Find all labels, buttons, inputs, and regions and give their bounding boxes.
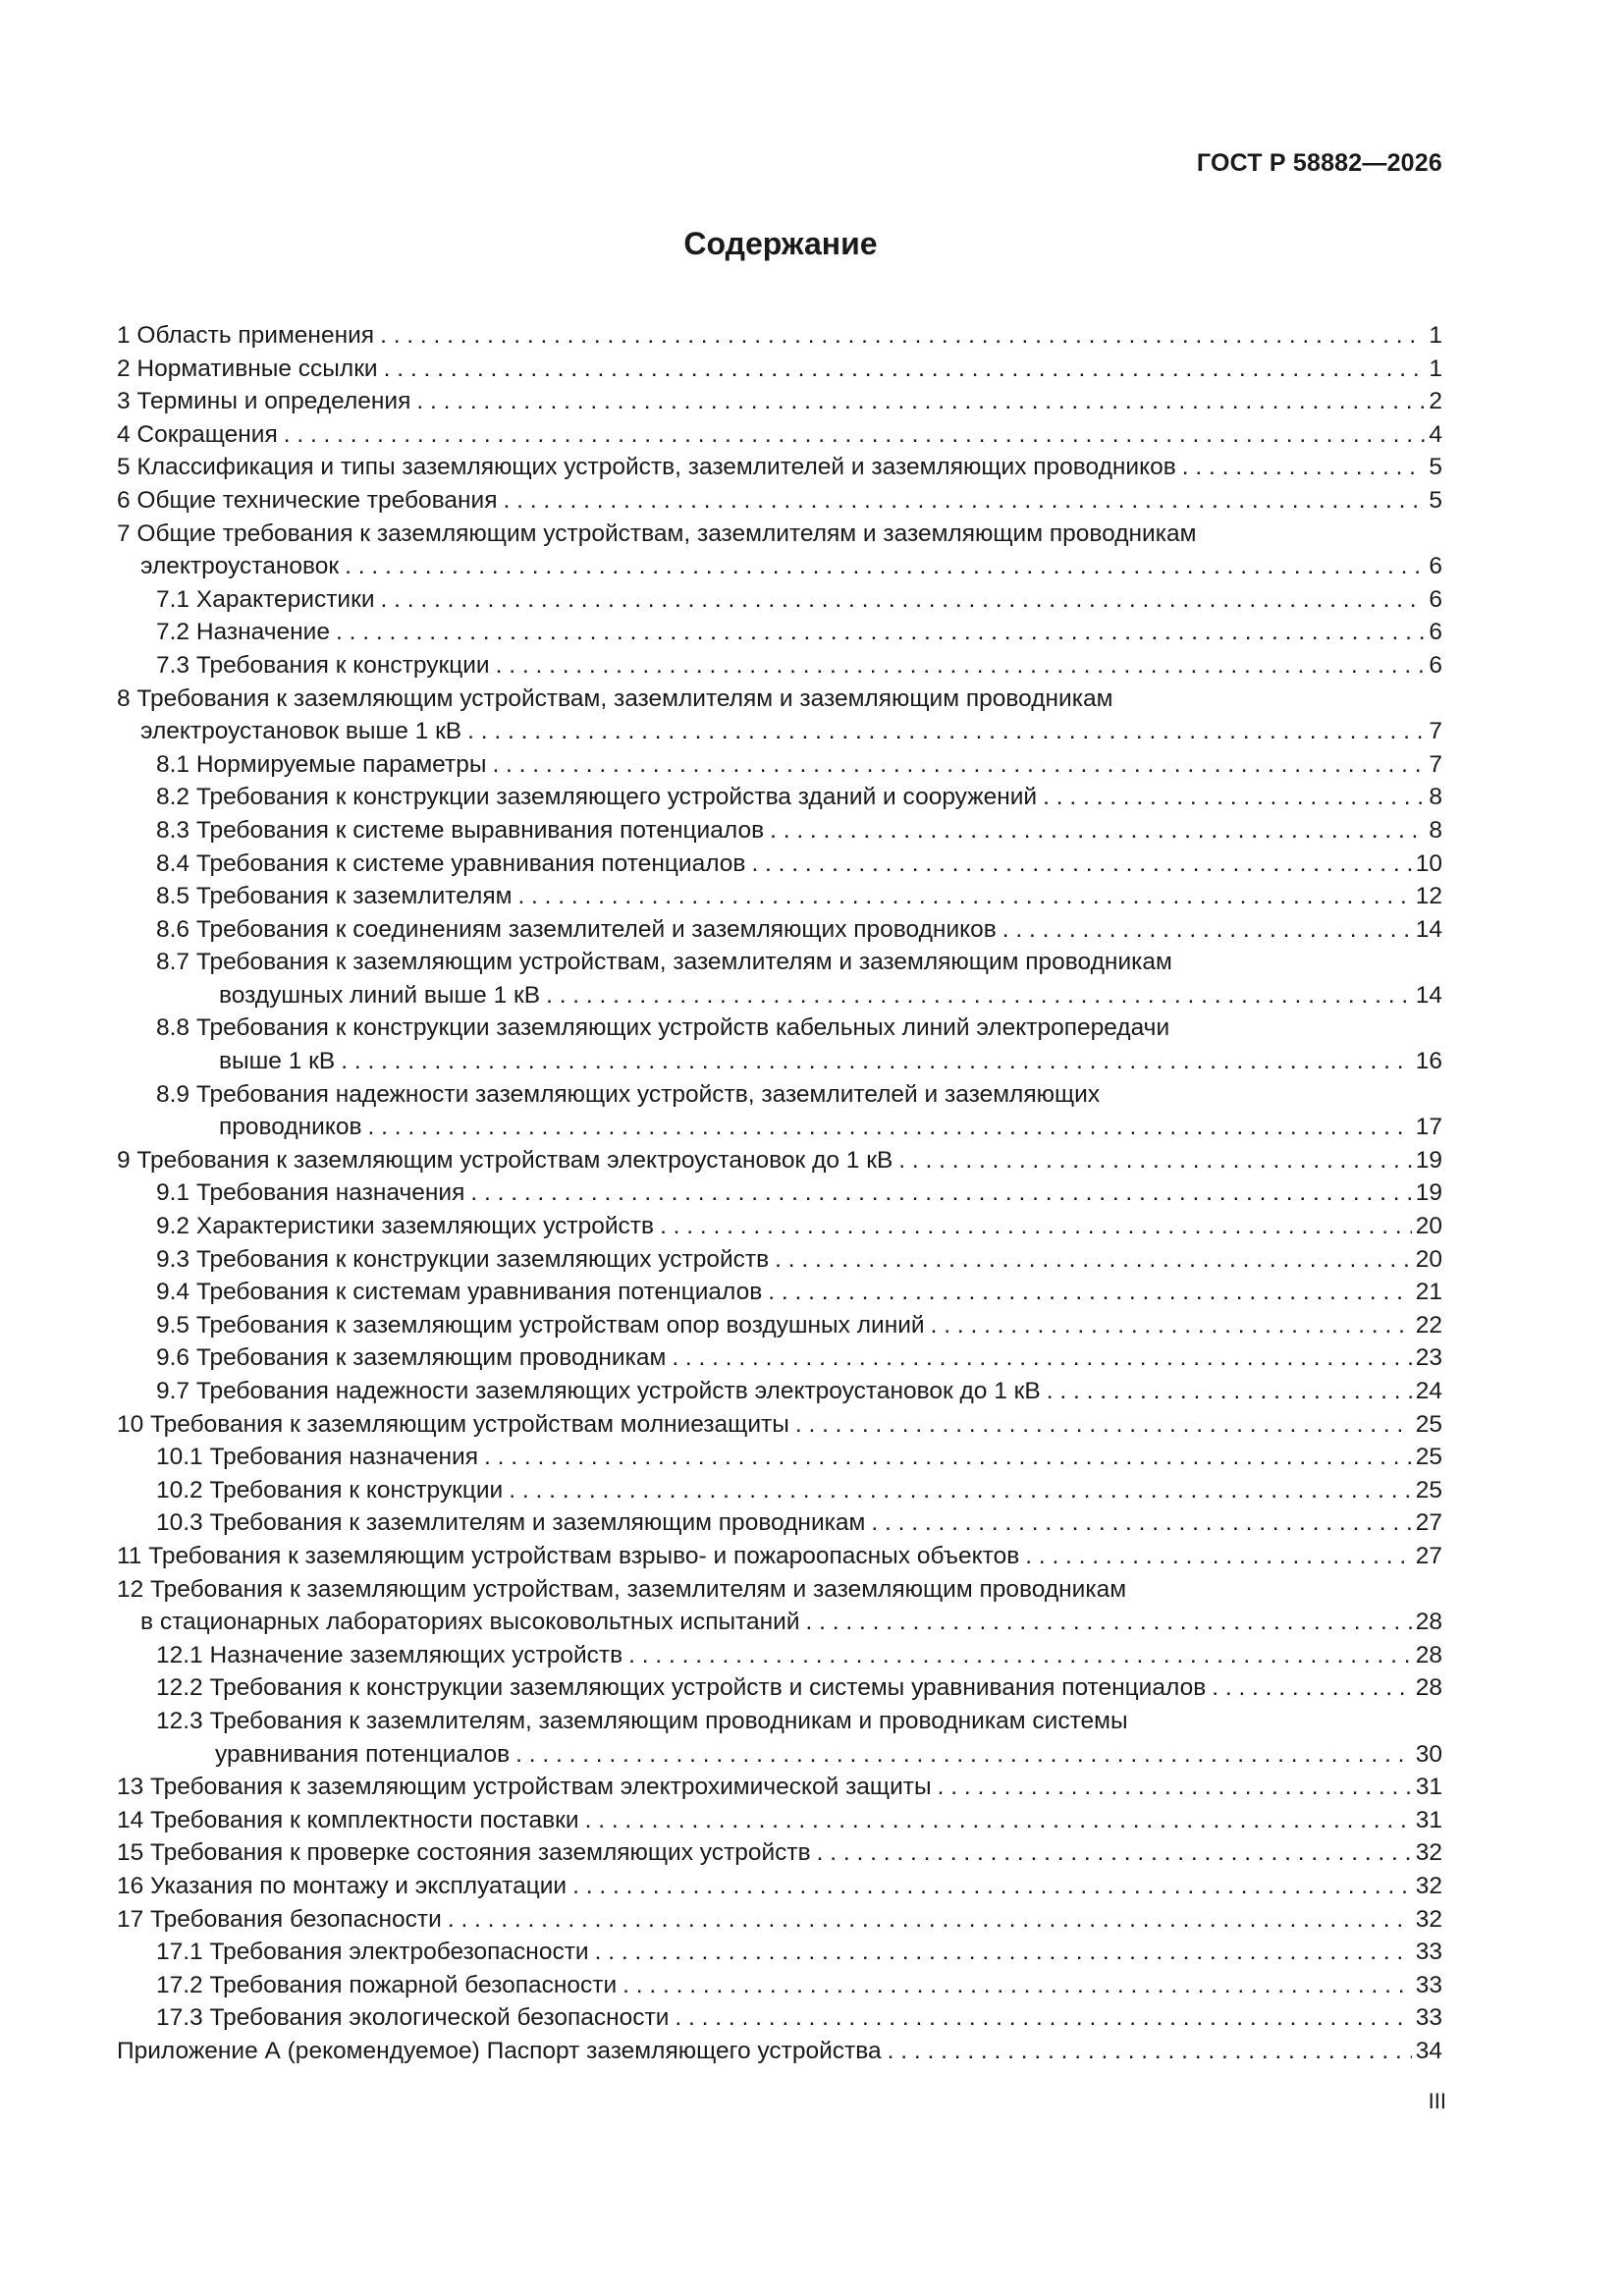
toc-entry-page: 2 xyxy=(1429,388,1442,415)
toc-entry-page: 20 xyxy=(1415,1245,1442,1273)
toc-entry-page: 14 xyxy=(1415,981,1442,1009)
toc-entry-title: выше 1 кВ xyxy=(219,1048,336,1075)
toc-dot-leader xyxy=(675,2001,1411,2035)
toc-entry[interactable] xyxy=(117,1441,1442,1474)
toc-entry-page: 20 xyxy=(1415,1213,1442,1240)
toc-entry-page: 33 xyxy=(1415,2004,1442,2032)
toc-entry-title: 17.3 Требования экологической безопасности xyxy=(156,2004,670,2032)
toc-dot-leader xyxy=(1212,1671,1412,1705)
toc-entry-page: 7 xyxy=(1429,718,1442,745)
toc-entry[interactable] xyxy=(117,1705,1442,1738)
toc-entry[interactable] xyxy=(117,748,1442,782)
toc-entry-title: 9.2 Характеристики заземляющих устройств xyxy=(156,1213,655,1240)
toc-entry-title: 12.2 Требования к конструкции заземляющих устройств и системы уравнивания потенциалов xyxy=(156,1674,1207,1702)
toc-entry[interactable] xyxy=(117,1936,1442,1969)
toc-dot-leader xyxy=(751,847,1411,881)
toc-entry-page: 28 xyxy=(1415,1674,1442,1702)
toc-entry-title: 13 Требования к заземляющим устройствам электрохимической защиты xyxy=(117,1774,932,1801)
toc-entry[interactable] xyxy=(117,583,1442,617)
toc-entry[interactable] xyxy=(117,550,1442,583)
toc-dot-leader xyxy=(871,1506,1411,1540)
toc-entry-title: проводников xyxy=(219,1114,362,1141)
toc-entry-page: 8 xyxy=(1429,816,1442,844)
toc-entry[interactable] xyxy=(117,1176,1442,1210)
toc-entry-title: электроустановок выше 1 кВ xyxy=(140,718,462,745)
toc-entry[interactable] xyxy=(117,319,1442,353)
toc-dot-leader xyxy=(1043,781,1425,814)
toc-entry-title: 10.3 Требования к заземлителям и заземляющим проводникам xyxy=(156,1509,866,1537)
toc-entry-page: 32 xyxy=(1415,1839,1442,1867)
toc-entry[interactable] xyxy=(117,1671,1442,1705)
toc-entry[interactable] xyxy=(117,1606,1442,1639)
toc-dot-leader xyxy=(775,1243,1412,1277)
toc-dot-leader xyxy=(1182,451,1426,484)
toc-entry[interactable] xyxy=(117,2035,1442,2068)
toc-dot-leader xyxy=(1025,1540,1412,1573)
toc-entry-title: 8.7 Требования к заземляющим устройствам, заземлителям и заземляющим проводникам xyxy=(156,949,1172,976)
toc-entry-page: 31 xyxy=(1415,1806,1442,1833)
toc-entry-title: 7.3 Требования к конструкции xyxy=(156,651,490,679)
toc-dot-leader xyxy=(448,1903,1412,1937)
toc-entry-title: уравнивания потенциалов xyxy=(215,1740,511,1768)
toc-entry[interactable] xyxy=(117,781,1442,814)
toc-entry[interactable] xyxy=(117,1969,1442,2002)
toc-entry-page: 34 xyxy=(1415,2037,1442,2064)
toc-entry-title: 16 Указания по монтажу и эксплуатации xyxy=(117,1872,568,1899)
toc-entry[interactable] xyxy=(117,1639,1442,1672)
toc-entry-page: 5 xyxy=(1429,486,1442,514)
toc-entry-page: 19 xyxy=(1415,1179,1442,1207)
toc-entry[interactable] xyxy=(117,1045,1442,1078)
toc-entry-title: в стационарных лабораториях высоковольтных испытаний xyxy=(140,1609,800,1636)
toc-entry-page: 27 xyxy=(1415,1542,1442,1569)
toc-entry-title: 9.5 Требования к заземляющим устройствам опор воздушных линий xyxy=(156,1311,925,1339)
toc-entry[interactable] xyxy=(117,1870,1442,1903)
toc-entry[interactable] xyxy=(117,913,1442,947)
toc-entry-title: 9.4 Требования к системам уравнивания потенциалов xyxy=(156,1279,763,1306)
toc-dot-leader xyxy=(806,1606,1412,1639)
toc-entry[interactable] xyxy=(117,2001,1442,2035)
toc-entry-page: 6 xyxy=(1429,651,1442,679)
toc-dot-leader xyxy=(503,484,1425,518)
toc-entry-title: 9.7 Требования надежности заземляющих устройств электроустановок до 1 кВ xyxy=(156,1378,1041,1404)
toc-entry[interactable] xyxy=(117,649,1442,683)
toc-entry[interactable] xyxy=(117,616,1442,649)
toc-entry-title: 11 Требования к заземляющим устройствам взрыво- и пожароопасных объектов xyxy=(117,1542,1020,1569)
toc-entry[interactable] xyxy=(117,353,1442,386)
toc-entry[interactable] xyxy=(117,715,1442,748)
toc-entry-title: 8.6 Требования к соединениям заземлителей и заземляющих проводников xyxy=(156,915,997,943)
toc-entry-page: 4 xyxy=(1429,420,1442,448)
toc-entry-page: 28 xyxy=(1415,1609,1442,1636)
toc-dot-leader xyxy=(622,1969,1412,2002)
toc-dot-leader xyxy=(341,1045,1412,1078)
toc-entry-title: 10.2 Требования к конструкции xyxy=(156,1476,504,1503)
toc-entry-title: 14 Требования к комплектности поставки xyxy=(117,1806,579,1833)
toc-entry-title: 8.4 Требования к системе уравнивания потенциалов xyxy=(156,849,746,877)
toc-entry-title: 9.6 Требования к заземляющим проводникам xyxy=(156,1344,667,1372)
toc-entry-page: 27 xyxy=(1415,1509,1442,1537)
toc-dot-leader xyxy=(795,1408,1412,1442)
toc-entry[interactable] xyxy=(117,1144,1442,1177)
toc-entry-page: 1 xyxy=(1429,355,1442,382)
toc-dot-leader xyxy=(336,616,1425,649)
toc-dot-leader xyxy=(467,715,1425,748)
toc-entry[interactable] xyxy=(117,946,1442,979)
toc-entry[interactable] xyxy=(117,880,1442,913)
toc-entry-page: 25 xyxy=(1415,1410,1442,1438)
toc-entry[interactable] xyxy=(117,979,1442,1012)
toc-dot-leader xyxy=(470,1176,1411,1210)
toc-entry-page: 19 xyxy=(1415,1146,1442,1174)
toc-entry-title: 7 Общие требования к заземляющим устройствам, заземлителям и заземляющим проводникам xyxy=(117,519,1197,547)
toc-dot-leader xyxy=(660,1210,1412,1243)
toc-dot-leader xyxy=(672,1341,1411,1375)
toc-entry[interactable] xyxy=(117,1011,1442,1045)
toc-entry-title: 3 Термины и определения xyxy=(117,388,411,415)
toc-entry[interactable] xyxy=(117,1309,1442,1342)
toc-entry-page: 32 xyxy=(1415,1905,1442,1933)
toc-entry-page: 7 xyxy=(1429,750,1442,778)
toc-dot-leader xyxy=(931,1309,1412,1342)
toc-entry-title: 6 Общие технические требования xyxy=(117,486,498,514)
toc-entry-page: 33 xyxy=(1415,1971,1442,1998)
toc-entry-title: 8.8 Требования к конструкции заземляющих устройств кабельных линий электропередачи xyxy=(156,1014,1170,1042)
toc-dot-leader xyxy=(898,1144,1411,1177)
toc-entry-title: 10 Требования к заземляющим устройствам молниезащиты xyxy=(117,1410,789,1438)
toc-entry-page: 25 xyxy=(1415,1476,1442,1503)
toc-entry-title: 10.1 Требования назначения xyxy=(156,1444,478,1471)
toc-entry-title: 5 Классификация и типы заземляющих устройств, заземлителей и заземляющих проводников xyxy=(117,454,1176,481)
toc-entry-page: 8 xyxy=(1429,784,1442,811)
toc-entry-title: 2 Нормативные ссылки xyxy=(117,355,378,382)
toc-entry[interactable] xyxy=(117,1506,1442,1540)
toc-dot-leader xyxy=(546,979,1412,1012)
toc-entry[interactable] xyxy=(117,518,1442,551)
toc-entry-page: 25 xyxy=(1415,1444,1442,1471)
toc-entry-title: электроустановок xyxy=(140,553,340,580)
toc-entry-page: 14 xyxy=(1415,915,1442,943)
toc-entry[interactable] xyxy=(117,1078,1442,1112)
toc-dot-leader xyxy=(484,1441,1412,1474)
table-of-contents xyxy=(117,319,1442,2067)
toc-entry[interactable] xyxy=(117,1771,1442,1804)
toc-entry-title: 9.1 Требования назначения xyxy=(156,1179,465,1207)
toc-dot-leader xyxy=(496,649,1426,683)
document-code: ГОСТ Р 58882—2026 xyxy=(1196,149,1442,177)
toc-entry[interactable] xyxy=(117,1738,1442,1772)
toc-entry-title: 8.2 Требования к конструкции заземляющего устройства зданий и сооружений xyxy=(156,784,1038,811)
toc-entry[interactable] xyxy=(117,451,1442,484)
toc-entry-page: 17 xyxy=(1415,1114,1442,1141)
toc-entry-title: Приложение А (рекомендуемое) Паспорт заземляющего устройства xyxy=(117,2037,882,2064)
toc-dot-leader xyxy=(817,1836,1412,1870)
toc-dot-leader xyxy=(384,353,1426,386)
toc-entry-page: 10 xyxy=(1415,849,1442,877)
toc-entry-page: 5 xyxy=(1429,454,1442,481)
toc-entry[interactable] xyxy=(117,484,1442,518)
toc-entry-title: 17.1 Требования электробезопасности xyxy=(156,1939,589,1966)
toc-entry-page: 6 xyxy=(1429,619,1442,646)
toc-entry-page: 33 xyxy=(1415,1939,1442,1966)
toc-entry-page: 16 xyxy=(1415,1048,1442,1075)
toc-entry-title: 12.1 Назначение заземляющих устройств xyxy=(156,1641,623,1668)
toc-entry-page: 28 xyxy=(1415,1641,1442,1668)
toc-dot-leader xyxy=(628,1639,1412,1672)
toc-entry-title: 8.3 Требования к системе выравнивания потенциалов xyxy=(156,816,765,844)
toc-entry[interactable] xyxy=(117,683,1442,716)
toc-dot-leader xyxy=(1047,1375,1412,1408)
toc-entry[interactable] xyxy=(117,1341,1442,1375)
toc-entry-page: 6 xyxy=(1429,585,1442,613)
toc-entry-page: 30 xyxy=(1415,1740,1442,1768)
toc-dot-leader xyxy=(492,748,1425,782)
toc-entry-title: 12 Требования к заземляющим устройствам, заземлителям и заземляющим проводникам xyxy=(117,1575,1127,1603)
toc-entry[interactable] xyxy=(117,385,1442,418)
toc-entry-title: 7.2 Назначение xyxy=(156,619,330,646)
toc-entry-title: 8.5 Требования к заземлителям xyxy=(156,883,513,910)
toc-dot-leader xyxy=(770,814,1425,847)
toc-entry[interactable] xyxy=(117,847,1442,881)
toc-entry[interactable] xyxy=(117,1408,1442,1442)
toc-entry[interactable] xyxy=(117,1243,1442,1277)
toc-entry[interactable] xyxy=(117,814,1442,847)
toc-entry-page: 31 xyxy=(1415,1774,1442,1801)
toc-dot-leader xyxy=(888,2035,1412,2068)
toc-entry[interactable] xyxy=(117,1474,1442,1507)
page-title: Содержание xyxy=(683,226,878,261)
toc-dot-leader xyxy=(585,1804,1412,1837)
toc-dot-leader xyxy=(768,1276,1411,1309)
toc-entry-page: 32 xyxy=(1415,1872,1442,1899)
toc-entry[interactable] xyxy=(117,1375,1442,1408)
toc-entry-title: 1 Область применения xyxy=(117,322,375,349)
page-number: III xyxy=(1428,2089,1446,2113)
toc-entry-title: 17.2 Требования пожарной безопасности xyxy=(156,1971,618,1998)
toc-entry-title: 4 Сокращения xyxy=(117,420,278,448)
toc-entry-title: 9.3 Требования к конструкции заземляющих устройств xyxy=(156,1245,770,1273)
toc-entry-page: 24 xyxy=(1415,1378,1442,1404)
toc-dot-leader xyxy=(572,1870,1412,1903)
toc-entry-title: 8 Требования к заземляющим устройствам, заземлителям и заземляющим проводникам xyxy=(117,684,1113,712)
toc-entry-title: 12.3 Требования к заземлителям, заземляющим проводникам и проводникам системы xyxy=(156,1707,1128,1734)
toc-dot-leader xyxy=(416,385,1425,418)
toc-entry[interactable] xyxy=(117,1276,1442,1309)
toc-dot-leader xyxy=(345,550,1425,583)
toc-dot-leader xyxy=(284,418,1426,452)
toc-dot-leader xyxy=(595,1936,1412,1969)
toc-entry-title: 9 Требования к заземляющим устройствам электроустановок до 1 кВ xyxy=(117,1146,893,1174)
toc-entry[interactable] xyxy=(117,1540,1442,1573)
toc-entry-title: 15 Требования к проверке состояния заземляющих устройств xyxy=(117,1839,811,1867)
toc-entry-page: 1 xyxy=(1429,322,1442,349)
toc-dot-leader xyxy=(515,1738,1412,1772)
toc-entry[interactable] xyxy=(117,1836,1442,1870)
toc-entry-title: 17 Требования безопасности xyxy=(117,1905,442,1933)
toc-entry[interactable] xyxy=(117,1573,1442,1607)
toc-dot-leader xyxy=(517,880,1411,913)
toc-dot-leader xyxy=(381,583,1426,617)
toc-dot-leader xyxy=(1002,913,1412,947)
toc-entry-page: 12 xyxy=(1415,883,1442,910)
toc-entry-page: 21 xyxy=(1415,1279,1442,1306)
toc-dot-leader xyxy=(368,1111,1412,1144)
toc-entry-page: 6 xyxy=(1429,553,1442,580)
toc-entry-title: 8.1 Нормируемые параметры xyxy=(156,750,487,778)
toc-entry[interactable] xyxy=(117,418,1442,452)
toc-entry[interactable] xyxy=(117,1210,1442,1243)
toc-dot-leader xyxy=(509,1474,1411,1507)
toc-entry-page: 22 xyxy=(1415,1311,1442,1339)
toc-entry-title: 8.9 Требования надежности заземляющих устройств, заземлителей и заземляющих xyxy=(156,1080,1101,1108)
toc-dot-leader xyxy=(380,319,1425,353)
toc-entry[interactable] xyxy=(117,1903,1442,1937)
toc-entry-title: воздушных линий выше 1 кВ xyxy=(219,981,541,1009)
toc-dot-leader xyxy=(938,1771,1412,1804)
toc-entry-title: 7.1 Характеристики xyxy=(156,585,375,613)
toc-entry[interactable] xyxy=(117,1804,1442,1837)
toc-entry[interactable] xyxy=(117,1111,1442,1144)
toc-entry-page: 23 xyxy=(1415,1344,1442,1372)
